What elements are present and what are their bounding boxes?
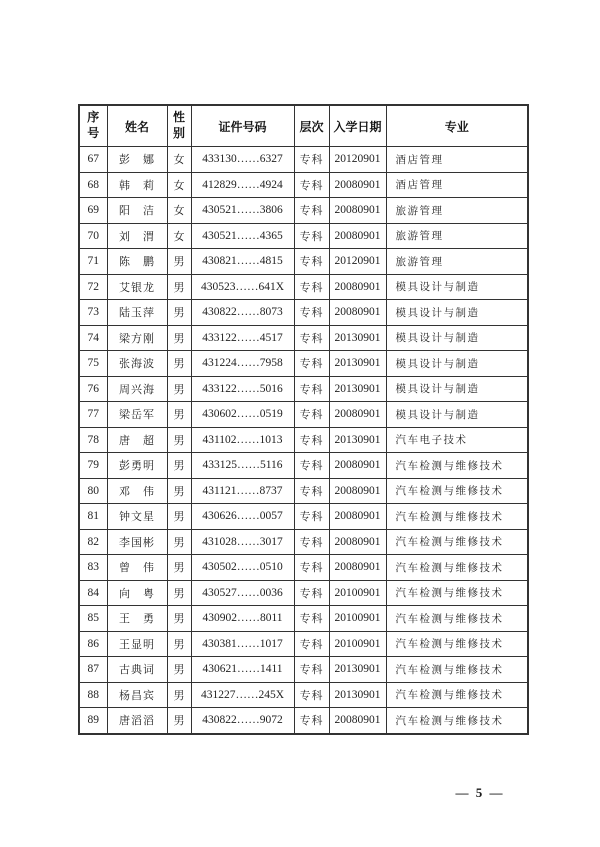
table-cell: 431224……7958 — [191, 351, 294, 377]
table-cell: 88 — [79, 682, 107, 708]
table-cell: 79 — [79, 453, 107, 479]
table-cell: 20120901 — [329, 249, 386, 275]
table-row — [79, 351, 528, 377]
table-cell: 87 — [79, 657, 107, 683]
table-cell: 430602……0519 — [191, 402, 294, 428]
table-cell: 433122……5016 — [191, 376, 294, 402]
header-label: 序号 — [87, 110, 100, 140]
table-cell: 430521……4365 — [191, 223, 294, 249]
table-cell: 20080901 — [329, 300, 386, 326]
table-cell: 酒店管理 — [386, 147, 528, 173]
table-cell: 430822……8073 — [191, 300, 294, 326]
table-cell: 专科 — [294, 555, 329, 581]
table-cell: 433122……4517 — [191, 325, 294, 351]
table-cell: 汽车检测与维修技术 — [386, 453, 528, 479]
table-cell: 20080901 — [329, 172, 386, 198]
table-cell: 男 — [167, 504, 191, 530]
table-cell: 430381……1017 — [191, 631, 294, 657]
table-cell: 男 — [167, 478, 191, 504]
table-cell: 专科 — [294, 504, 329, 530]
header-cell-index — [79, 105, 107, 147]
table-row — [79, 529, 528, 555]
header-cell-name — [107, 105, 167, 147]
table-cell: 专科 — [294, 325, 329, 351]
table-cell: 69 — [79, 198, 107, 224]
table-cell: 20130901 — [329, 376, 386, 402]
table-cell: 20130901 — [329, 427, 386, 453]
table-body — [79, 147, 528, 734]
table-cell: 汽车检测与维修技术 — [386, 580, 528, 606]
table-cell: 专科 — [294, 300, 329, 326]
table-row — [79, 504, 528, 530]
table-cell: 76 — [79, 376, 107, 402]
table-cell: 专科 — [294, 402, 329, 428]
table-row — [79, 249, 528, 275]
table-cell: 梁方刚 — [107, 325, 167, 351]
table-row — [79, 223, 528, 249]
table-cell: 彭 娜 — [107, 147, 167, 173]
table-cell: 模具设计与制造 — [386, 300, 528, 326]
table-cell: 20080901 — [329, 453, 386, 479]
table-cell: 女 — [167, 172, 191, 198]
header-cell-major — [386, 105, 528, 147]
table-cell: 男 — [167, 325, 191, 351]
table-cell: 专科 — [294, 351, 329, 377]
table-cell: 男 — [167, 708, 191, 734]
table-cell: 陈 鹏 — [107, 249, 167, 275]
table-cell: 20100901 — [329, 580, 386, 606]
table-cell: 85 — [79, 606, 107, 632]
table-cell: 旅游管理 — [386, 249, 528, 275]
table-cell: 430521……3806 — [191, 198, 294, 224]
table-row — [79, 274, 528, 300]
table-cell: 模具设计与制造 — [386, 351, 528, 377]
table-cell: 20080901 — [329, 478, 386, 504]
table-cell: 曾 伟 — [107, 555, 167, 581]
table-cell: 李国彬 — [107, 529, 167, 555]
table-cell: 71 — [79, 249, 107, 275]
table-cell: 专科 — [294, 708, 329, 734]
table-cell: 20130901 — [329, 325, 386, 351]
table-cell: 430821……4815 — [191, 249, 294, 275]
table-cell: 431028……3017 — [191, 529, 294, 555]
table-cell: 男 — [167, 453, 191, 479]
table-cell: 唐 超 — [107, 427, 167, 453]
table-cell: 专科 — [294, 427, 329, 453]
table-cell: 酒店管理 — [386, 172, 528, 198]
table-row — [79, 555, 528, 581]
table-cell: 20080901 — [329, 223, 386, 249]
table-cell: 男 — [167, 274, 191, 300]
header-label: 性别 — [172, 110, 185, 140]
table-cell: 72 — [79, 274, 107, 300]
table-cell: 男 — [167, 529, 191, 555]
table-cell: 男 — [167, 682, 191, 708]
table-cell: 430822……9072 — [191, 708, 294, 734]
table-cell: 专科 — [294, 274, 329, 300]
table-cell: 专科 — [294, 631, 329, 657]
table-cell: 84 — [79, 580, 107, 606]
table-cell: 模具设计与制造 — [386, 325, 528, 351]
table-cell: 模具设计与制造 — [386, 274, 528, 300]
table-cell: 汽车检测与维修技术 — [386, 555, 528, 581]
table-cell: 旅游管理 — [386, 198, 528, 224]
header-label: 入学日期 — [333, 119, 382, 134]
table-cell: 433130……6327 — [191, 147, 294, 173]
table-row — [79, 147, 528, 173]
table-cell: 20080901 — [329, 555, 386, 581]
table-cell: 20080901 — [329, 402, 386, 428]
table-cell: 男 — [167, 606, 191, 632]
table-cell: 433125……5116 — [191, 453, 294, 479]
table-cell: 431121……8737 — [191, 478, 294, 504]
header-cell-id-number — [191, 105, 294, 147]
table-cell: 73 — [79, 300, 107, 326]
table-cell: 430523……641X — [191, 274, 294, 300]
table-cell: 412829……4924 — [191, 172, 294, 198]
table-cell: 古典词 — [107, 657, 167, 683]
header-label: 专业 — [444, 119, 469, 134]
table-cell: 86 — [79, 631, 107, 657]
table-cell: 陆玉萍 — [107, 300, 167, 326]
table-row — [79, 172, 528, 198]
table-cell: 89 — [79, 708, 107, 734]
table-cell: 430621……1411 — [191, 657, 294, 683]
table-cell: 模具设计与制造 — [386, 376, 528, 402]
table-cell: 20120901 — [329, 147, 386, 173]
table-cell: 20080901 — [329, 198, 386, 224]
table-cell: 20080901 — [329, 529, 386, 555]
table-cell: 专科 — [294, 453, 329, 479]
table-cell: 汽车检测与维修技术 — [386, 504, 528, 530]
table-cell: 男 — [167, 351, 191, 377]
table-cell: 83 — [79, 555, 107, 581]
table-cell: 男 — [167, 657, 191, 683]
table-cell: 431227……245X — [191, 682, 294, 708]
table-cell: 80 — [79, 478, 107, 504]
page-number: — 5 — — [455, 785, 505, 800]
table-cell: 20130901 — [329, 682, 386, 708]
table-cell: 旅游管理 — [386, 223, 528, 249]
table-cell: 王显明 — [107, 631, 167, 657]
table-row — [79, 300, 528, 326]
header-label: 证件号码 — [218, 119, 267, 134]
table-cell: 专科 — [294, 580, 329, 606]
table-cell: 唐滔滔 — [107, 708, 167, 734]
table-cell: 汽车检测与维修技术 — [386, 606, 528, 632]
table-cell: 男 — [167, 249, 191, 275]
table-cell: 430902……8011 — [191, 606, 294, 632]
table-cell: 专科 — [294, 223, 329, 249]
table-cell: 男 — [167, 427, 191, 453]
table-cell: 67 — [79, 147, 107, 173]
header-label: 姓名 — [124, 119, 149, 134]
table-cell: 75 — [79, 351, 107, 377]
table-cell: 男 — [167, 402, 191, 428]
table-row — [79, 427, 528, 453]
table-row — [79, 325, 528, 351]
table-cell: 77 — [79, 402, 107, 428]
header-cell-enroll-date — [329, 105, 386, 147]
table-cell: 专科 — [294, 172, 329, 198]
table-cell: 张海波 — [107, 351, 167, 377]
table-cell: 20080901 — [329, 504, 386, 530]
table-cell: 汽车检测与维修技术 — [386, 631, 528, 657]
table-cell: 韩 莉 — [107, 172, 167, 198]
table-cell: 431102……1013 — [191, 427, 294, 453]
student-roster-table — [78, 104, 529, 735]
table-cell: 20130901 — [329, 351, 386, 377]
table-cell: 王 勇 — [107, 606, 167, 632]
table-cell: 专科 — [294, 529, 329, 555]
header-cell-level — [294, 105, 329, 147]
table-cell: 430527……0036 — [191, 580, 294, 606]
table-cell: 男 — [167, 376, 191, 402]
table-cell: 专科 — [294, 249, 329, 275]
table-cell: 68 — [79, 172, 107, 198]
table-cell: 女 — [167, 223, 191, 249]
table-cell: 专科 — [294, 147, 329, 173]
table-cell: 专科 — [294, 657, 329, 683]
header-cell-gender — [167, 105, 191, 147]
table-cell: 82 — [79, 529, 107, 555]
table-row — [79, 198, 528, 224]
table-cell: 女 — [167, 198, 191, 224]
table-cell: 20080901 — [329, 708, 386, 734]
table-row — [79, 376, 528, 402]
table-row — [79, 453, 528, 479]
table-cell: 刘 渭 — [107, 223, 167, 249]
table-cell: 彭勇明 — [107, 453, 167, 479]
table-header — [79, 105, 528, 147]
table-cell: 20080901 — [329, 274, 386, 300]
table-header-row — [79, 105, 528, 147]
table-cell: 430626……0057 — [191, 504, 294, 530]
table-cell: 专科 — [294, 606, 329, 632]
table-cell: 艾银龙 — [107, 274, 167, 300]
table-row — [79, 402, 528, 428]
table-cell: 阳 洁 — [107, 198, 167, 224]
table-row — [79, 580, 528, 606]
table-cell: 430502……0510 — [191, 555, 294, 581]
header-label: 层次 — [299, 119, 324, 134]
table-cell: 周兴海 — [107, 376, 167, 402]
table-cell: 汽车检测与维修技术 — [386, 529, 528, 555]
table-cell: 74 — [79, 325, 107, 351]
table-row — [79, 657, 528, 683]
table-cell: 女 — [167, 147, 191, 173]
table-cell: 汽车检测与维修技术 — [386, 682, 528, 708]
table-cell: 钟文星 — [107, 504, 167, 530]
table-row — [79, 606, 528, 632]
table-cell: 男 — [167, 580, 191, 606]
table-cell: 梁岳军 — [107, 402, 167, 428]
table-cell: 70 — [79, 223, 107, 249]
table-cell: 男 — [167, 300, 191, 326]
table-cell: 专科 — [294, 682, 329, 708]
table-cell: 汽车检测与维修技术 — [386, 478, 528, 504]
table-cell: 专科 — [294, 198, 329, 224]
table-cell: 汽车检测与维修技术 — [386, 657, 528, 683]
table-cell: 模具设计与制造 — [386, 402, 528, 428]
table-row — [79, 631, 528, 657]
table-cell: 男 — [167, 631, 191, 657]
table-cell: 邓 伟 — [107, 478, 167, 504]
table-cell: 专科 — [294, 478, 329, 504]
table-cell: 20100901 — [329, 606, 386, 632]
table-cell: 20130901 — [329, 657, 386, 683]
table-cell: 男 — [167, 555, 191, 581]
table-cell: 杨昌宾 — [107, 682, 167, 708]
table-cell: 78 — [79, 427, 107, 453]
table-cell: 向 粤 — [107, 580, 167, 606]
table-row — [79, 682, 528, 708]
table-cell: 汽车电子技术 — [386, 427, 528, 453]
table-cell: 20100901 — [329, 631, 386, 657]
table-row — [79, 708, 528, 734]
table-row — [79, 478, 528, 504]
table-cell: 专科 — [294, 376, 329, 402]
table-cell: 81 — [79, 504, 107, 530]
table-cell: 汽车检测与维修技术 — [386, 708, 528, 734]
